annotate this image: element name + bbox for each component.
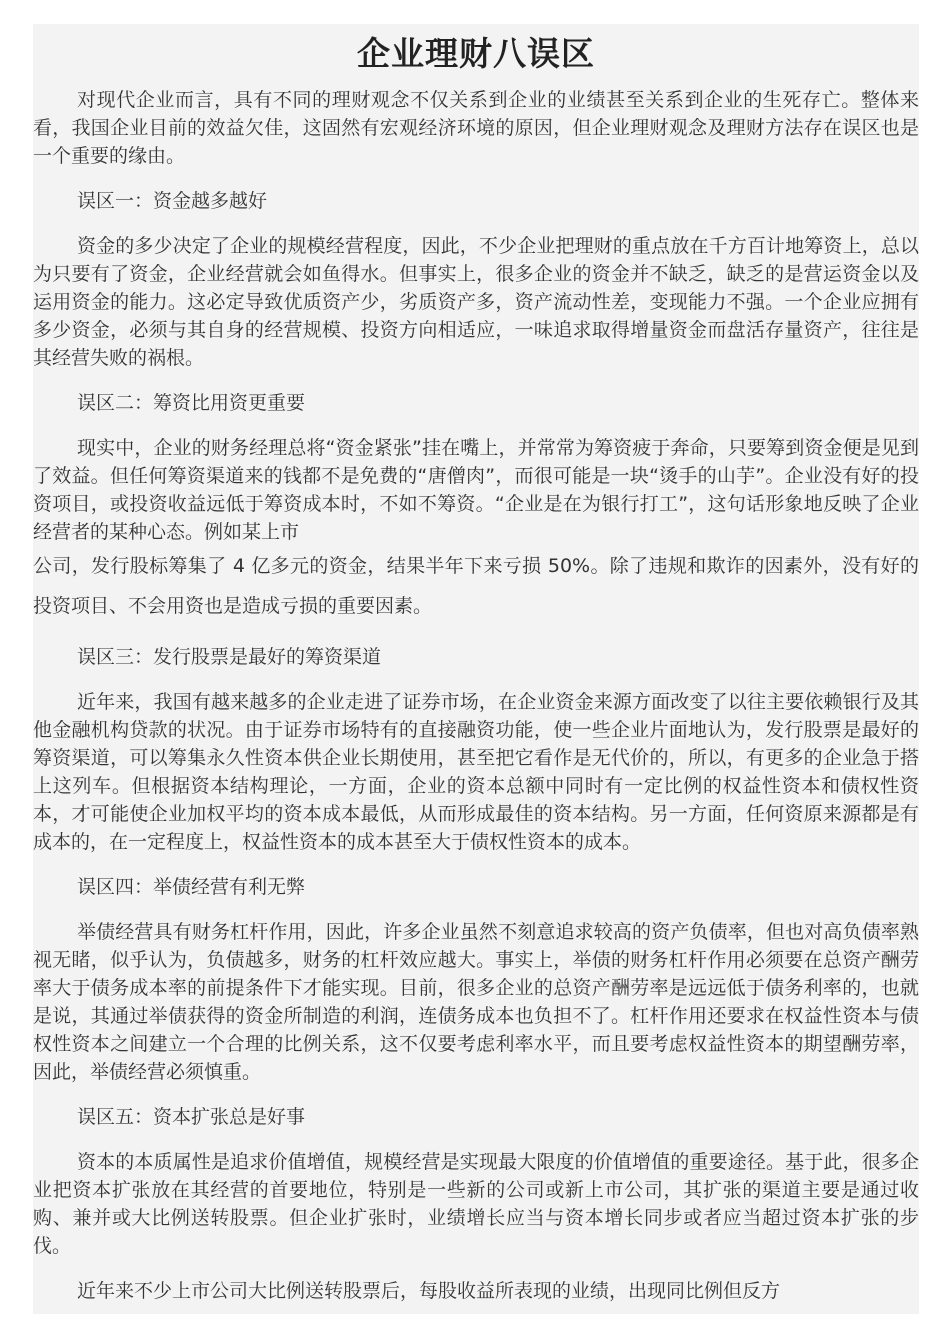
section-5-paragraph: 资本的本质属性是追求价值增值，规模经营是实现最大限度的价值增值的重要途径。基于此，很多企业把资本扩张放在其经营的首要地位，特别是一些新的公司或新上市公司，其扩张的渠道主要是通过收购、兼并或大比例送转股票。但企业扩张时，业绩增长应当与资本增长同步或者应当超过资本扩张的步伐。 xyxy=(33,1151,919,1257)
section-3-paragraph: 近年来，我国有越来越多的企业走进了证券市场，在企业资金来源方面改变了以往主要依赖银行及其他金融机构贷款的状况。由于证券市场特有的直接融资功能，使一些企业片面地认为，发行股票是最好的筹资渠道，可以筹集永久性资本供企业长期使用，甚至把它看作是无代价的，所以，有更多的企业急于搭上这列车。但根据资本结构理论，一方面，企业的资本总额中同时有一定比例的权益性资本和债权性资本，才可能使企业加权平均的资本成本最低，从而形成最佳的资本结构。另一方面，任何资原来源都是有成本的，在一定程度上，权益性资本的成本甚至大于债权性资本的成本。 xyxy=(33,691,919,853)
section-2-body xyxy=(33,434,919,626)
document-page xyxy=(33,24,919,1314)
section-5-paragraph-continued: 近年来不少上市公司大比例送转股票后，每股收益所表现的业绩，出现同比例但反方 xyxy=(77,1280,781,1302)
section-2-paragraph-part2: 公司，发行股标筹集了 4 亿多元的资金，结果半年下来亏损 50%。除了违规和欺诈的因素外，没有好的投资项目、不会用资也是造成亏损的重要因素。 xyxy=(33,555,919,617)
section-2-heading: 误区二：筹资比用资更重要 xyxy=(77,392,306,414)
section-1-paragraph: 资金的多少决定了企业的规模经营程度，因此，不少企业把理财的重点放在千方百计地筹资上，总以为只要有了资金，企业经营就会如鱼得水。但事实上，很多企业的资金并不缺乏，缺乏的是营运资金以及运用资金的能力。这必定导致优质资产少，劣质资产多，资产流动性差，变现能力不强。一个企业应拥有多少资金，必须与其自身的经营规模、投资方向相适应，一味追求取得增量资金而盘活存量资产，往往是其经营失败的祸根。 xyxy=(33,235,919,369)
section-3-heading: 误区三：发行股票是最好的筹资渠道 xyxy=(77,646,382,668)
document-title: 企业理财八误区 xyxy=(357,34,595,73)
document-body xyxy=(33,86,919,1305)
section-1-heading: 误区一：资金越多越好 xyxy=(77,190,268,212)
intro-paragraph: 对现代企业而言，具有不同的理财观念不仅关系到企业的业绩甚至关系到企业的生死存亡。整体来看，我国企业目前的效益欠佳，这固然有宏观经济环境的原因，但企业理财观念及理财方法存在误区也是一个重要的缘由。 xyxy=(33,89,919,167)
section-5-heading: 误区五：资本扩张总是好事 xyxy=(77,1106,306,1128)
section-2-paragraph-part1: 现实中，企业的财务经理总将“资金紧张”挂在嘴上，并常常为筹资疲于奔命，只要筹到资金便是见到了效益。但任何筹资渠道来的钱都不是免费的“唐僧肉”，而很可能是一块“烫手的山芋”。企业没有好的投资项目，或投资收益远低于筹资成本时，不如不筹资。“企业是在为银行打工”，这句话形象地反映了企业经营者的某种心态。例如某上市 xyxy=(33,437,919,543)
section-4-paragraph: 举债经营具有财务杠杆作用，因此，许多企业虽然不刻意追求较高的资产负债率，但也对高负债率熟视无睹，似乎认为，负债越多，财务的杠杆效应越大。事实上，举债的财务杠杆作用必须要在总资产酬劳率大于债务成本率的前提条件下才能实现。目前，很多企业的总资产酬劳率是远远低于债务利率的，也就是说，其通过举债获得的资金所制造的利润，连债务成本也负担不了。杠杆作用还要求在权益性资本与债权性资本之间建立一个合理的比例关系，这不仅要考虑利率水平，而且要考虑权益性资本的期望酬劳率，因此，举债经营必须慎重。 xyxy=(33,921,919,1083)
section-4-heading: 误区四：举债经营有利无弊 xyxy=(77,876,306,898)
